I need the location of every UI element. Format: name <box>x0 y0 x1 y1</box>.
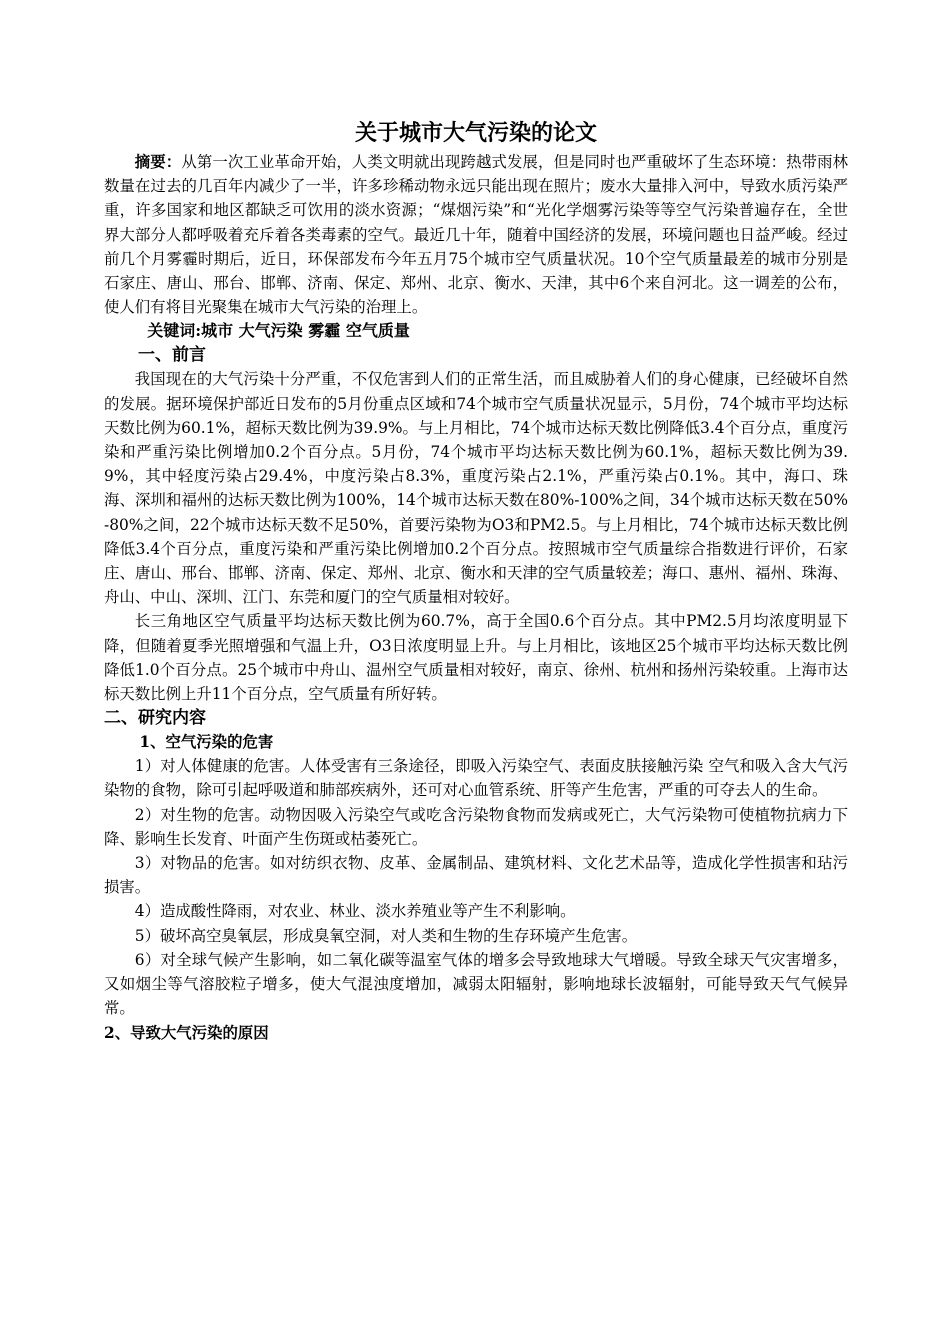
document-body <box>104 118 848 1045</box>
preface-paragraph-2: 长三角地区空气质量平均达标天数比例为60.7%，高于全国0.6个百分点。其中PM2.5月均浓度明显下降，但随着夏季光照增强和气温上升，O3日浓度明显上升。与上月相比，该地区25个城市平均达标天数比例降低1.0个百分点。25个城市中舟山、温州空气质量相对较好，南京、徐州、杭州和扬州污染较重。上海市达标天数比例上升11个百分点，空气质量有所好转。 <box>104 612 848 704</box>
hazard-item-4: 4）造成酸性降雨，对农业、林业、淡水养殖业等产生不利影响。 <box>134 902 576 921</box>
abstract-label: 摘要： <box>134 153 182 171</box>
hazard-item-1: 1）对人体健康的危害。人体受害有三条途径，即吸入污染空气、表面皮肤接触污染 空气和吸入含大气污染物的食物，除可引起呼吸道和肺部疾病外，还可对心血管系统、肝等产生危害，严重的可夺去人的生命。 <box>104 757 848 800</box>
preface-paragraph-1: 我国现在的大气污染十分严重，不仅危害到人们的正常生活，而且威胁着人们的身心健康，已经破坏自然的发展。据环境保护部近日发布的5月份重点区域和74个城市空气质量状况显示，5月份，74个城市平均达标天数比例为60.1%，超标天数比例为39.9%。与上月相比，74个城市达标天数比例降低3.4个百分点，重度污染和严重污染比例增加0.2个百分点。5月份，74个城市平均达标天数比例为60.1%，超标天数比例为39.9%，其中轻度污染占29.4%，中度污染占8.3%，重度污染占2.1%，严重污染占0.1%。其中，海口、珠海、深圳和福州的达标天数比例为100%，14个城市达标天数在80%-100%之间，34个城市达标天数在50%-80%之间，22个城市达标天数不足50%，首要污染物为O3和PM2.5。与上月相比，74个城市达标天数比例降低3.4个百分点，重度污染和严重污染比例增加0.2个百分点。按照城市空气质量综合指数进行评价，石家庄、唐山、邢台、邯郸、济南、保定、郑州、北京、衡水和天津的空气质量较差；海口、惠州、福州、珠海、舟山、中山、深圳、江门、东莞和厦门的空气质量相对较好。 <box>104 370 848 607</box>
hazard-item-5: 5）破坏高空臭氧层，形成臭氧空洞，对人类和生物的生存环境产生危害。 <box>134 926 638 945</box>
subsection-heading-causes: 2、导致大气污染的原因 <box>104 1023 269 1042</box>
section-heading-preface: 一、前言 <box>138 345 206 366</box>
section-heading-research: 二、研究内容 <box>104 708 206 729</box>
subsection-heading-hazards: 1、空气污染的危害 <box>139 733 274 752</box>
hazard-item-6: 6）对全球气候产生影响，如二氧化碳等温室气体的增多会导致地球大气增暖。导致全球天气灾害增多，又如烟尘等气溶胶粒子增多，使大气混浊度增加，减弱太阳辐射，影响地球长波辐射，可能导致天气气候异常。 <box>104 950 848 1018</box>
abstract-text: 从第一次工业革命开始，人类文明就出现跨越式发展，但是同时也严重破坏了生态环境：热带雨林数量在过去的几百年内减少了一半，许多珍稀动物永远只能出现在照片；废水大量排入河中，导致水质污染严重，许多国家和地区都缺乏可饮用的淡水资源；“煤烟污染”和“光化学烟雾污染等等空气污染普遍存在，全世界大部分人都呼吸着充斥着各类毒素的空气。最近几十年，随着中国经济的发展，环境问题也日益严峻。经过前几个月雾霾时期后，近日，环保部发布今年五月75个城市空气质量状况。10个空气质量最差的城市分别是石家庄、唐山、邢台、邯郸、济南、保定、郑州、北京、衡水、天津，其中6个来自河北。这一调差的公布，使人们有将目光聚集在城市大气污染的治理上。 <box>104 153 848 317</box>
keywords-text: 城市 大气污染 雾霾 空气质量 <box>201 321 410 341</box>
hazard-item-3: 3）对物品的危害。如对纺织衣物、皮革、金属制品、建筑材料、文化艺术品等，造成化学性损害和玷污损害。 <box>104 854 848 897</box>
keywords-line <box>104 319 848 343</box>
abstract-paragraph <box>104 150 848 319</box>
hazard-item-2: 2）对生物的危害。动物因吸入污染空气或吃含污染物食物而发病或死亡，大气污染物可使植物抗病力下降、影响生长发育、叶面产生伤斑或枯萎死亡。 <box>104 805 848 848</box>
keywords-label: 关键词: <box>147 321 202 341</box>
document-title: 关于城市大气污染的论文 <box>354 120 597 146</box>
